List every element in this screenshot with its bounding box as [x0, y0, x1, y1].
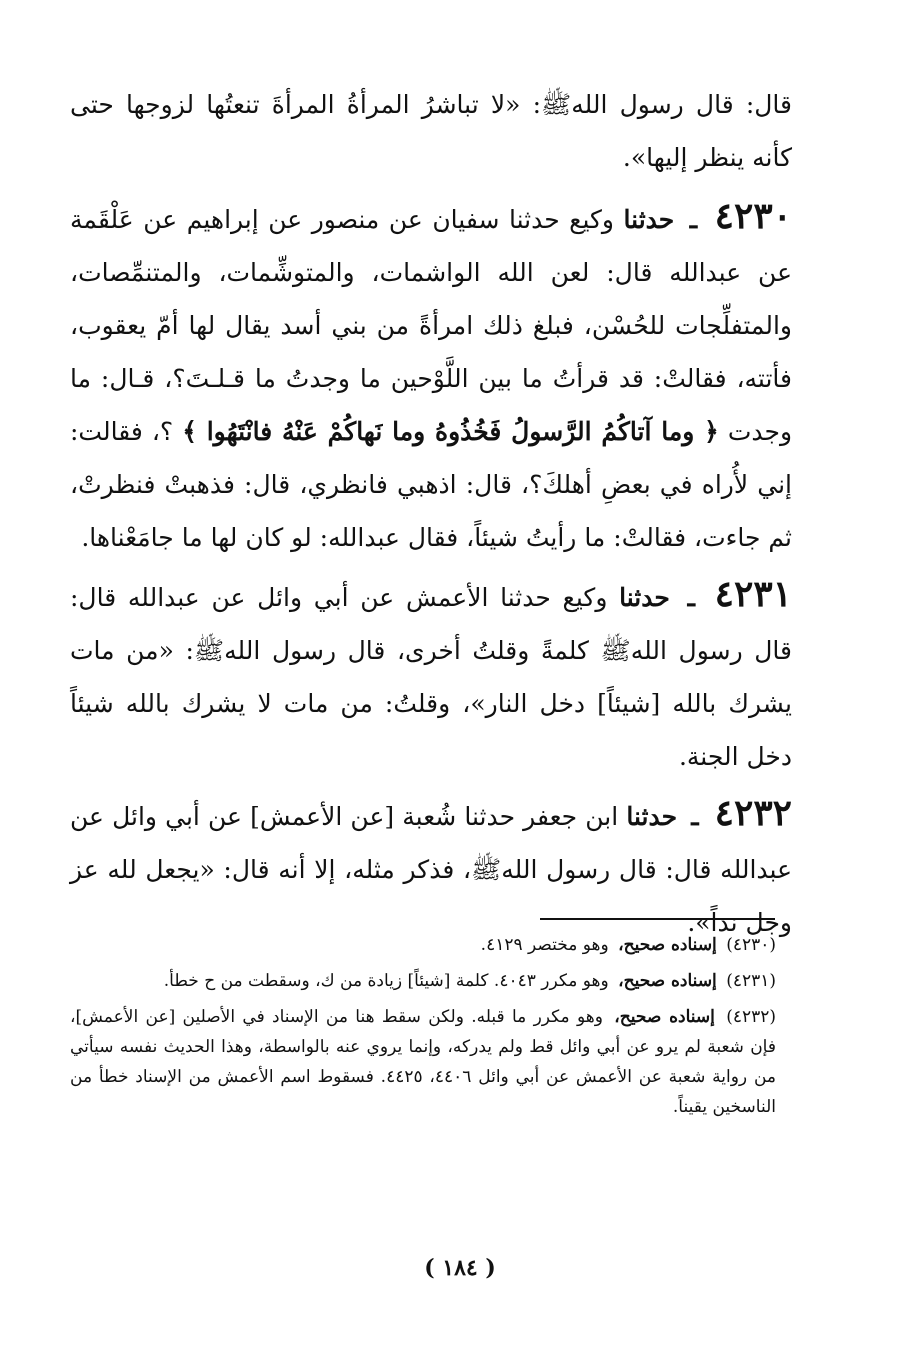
intro-paragraph: [70, 78, 792, 184]
hadith-keyword: حدثنا: [626, 802, 678, 831]
hadith-4231: [70, 568, 792, 783]
footnote-text: وهو مختصر ٤١٢٩.: [480, 935, 609, 955]
hadith-text: وكيع حدثنا سفيان عن منصور عن إبراهيم عن عَلْقَمة عن عبدالله قال: لعن الله الواشمات، والمتوشِّمات، والمتنمِّصات، والمتفلِّجات للحُسْن، فبلغ ذلك امرأةً من بني أسد يقال لها أمّ يعقوب، فأتته، فقالتْ: قد قرأتُ ما بين اللَّوْحين ما وجدتُ ما قـلـتَ؟، قـال: ما وجدت: [70, 205, 793, 446]
hadith-text: ابن جعفر حدثنا شُعبة [عن الأعمش] عن أبي وائل عن عبدالله قال: قال رسول اللهﷺ، فذكر مثله، إلا أنه قال: «يجعل لله عز وجل نداً».: [70, 802, 792, 937]
footnote-grade: إسناده صحيح،: [618, 935, 717, 955]
footnote-number: (٤٢٣٠): [726, 935, 776, 955]
intro-text: قال: قال رسول اللهﷺ: «لا تباشرُ المرأةُ المرأةَ تنعتُها لزوجها حتى كأنه ينظر إليها».: [70, 90, 792, 172]
footnote-4230: [70, 930, 776, 960]
hadith-keyword: حدثنا: [623, 205, 675, 234]
footnote-grade: إسناده صحيح،: [618, 971, 717, 991]
hadith-dash: ـ: [687, 583, 695, 612]
footnote-4232: [70, 1002, 776, 1122]
footnote-text: وهو مكرر ٤٠٤٣. كلمة [شيئاً] زيادة من ك، وسقطت من ح خطأ.: [163, 971, 609, 991]
page-body: [70, 78, 792, 953]
footnote-grade: إسناده صحيح،: [614, 1007, 715, 1027]
hadith-4230: [70, 190, 792, 564]
footnotes: [70, 930, 776, 1128]
footnote-number: (٤٢٣١): [726, 971, 776, 991]
hadith-number: ٤٢٣٢: [714, 792, 792, 834]
hadith-dash: ـ: [689, 205, 698, 234]
page-number: ( ١٨٤ ): [424, 1255, 496, 1281]
footnote-4231: [70, 966, 776, 996]
hadith-text-continued: ؟، فقالت: إني لأُراه في بعضِ أهلكَ؟، قال: اذهبي فانظري، قال: فذهبتْ فنظرتْ، ثم جاءت، فقالتْ: ما رأيتُ شيئاً، فقال عبدالله: لو كان لها ما جامَعْناها.: [70, 417, 792, 552]
footnote-separator: [540, 918, 775, 920]
footnote-number: (٤٢٣٢): [726, 1007, 776, 1027]
hadith-number: ٤٢٣١: [714, 573, 793, 615]
hadith-4232: [70, 787, 792, 949]
hadith-dash: ـ: [691, 802, 699, 831]
hadith-number: ٤٢٣٠: [714, 195, 792, 237]
quran-verse: ﴿ وما آتاكُمُ الرَّسولُ فَخُذُوهُ وما نَهاكُمْ عَنْهُ فانْتَهُوا ﴾: [182, 417, 719, 446]
hadith-text: وكيع حدثنا الأعمش عن أبي وائل عن عبدالله قال: قال رسول اللهﷺ كلمةً وقلتُ أخرى، قال رسول اللهﷺ: «من مات يشرك بالله [شيئاً] دخل النار»، وقلتُ: من مات لا يشرك بالله شيئاً دخل الجنة.: [70, 583, 792, 771]
hadith-keyword: حدثنا: [619, 583, 670, 612]
footnote-text: وهو مكرر ما قبله. ولكن سقط هنا من الإسناد في الأصلين [عن الأعمش]، فإن شعبة لم يرو عن أبي وائل قط ولم يدركه، وإنما يروي عنه بالواسطة، وهذا الحديث نفسه سيأتي من رواية شعبة عن الأعمش عن أبي وائل ٤٤٠٦، ٤٤٢٥. فسقوط اسم الأعمش من الإسناد خطأ من الناسخين يقيناً.: [70, 1007, 776, 1117]
